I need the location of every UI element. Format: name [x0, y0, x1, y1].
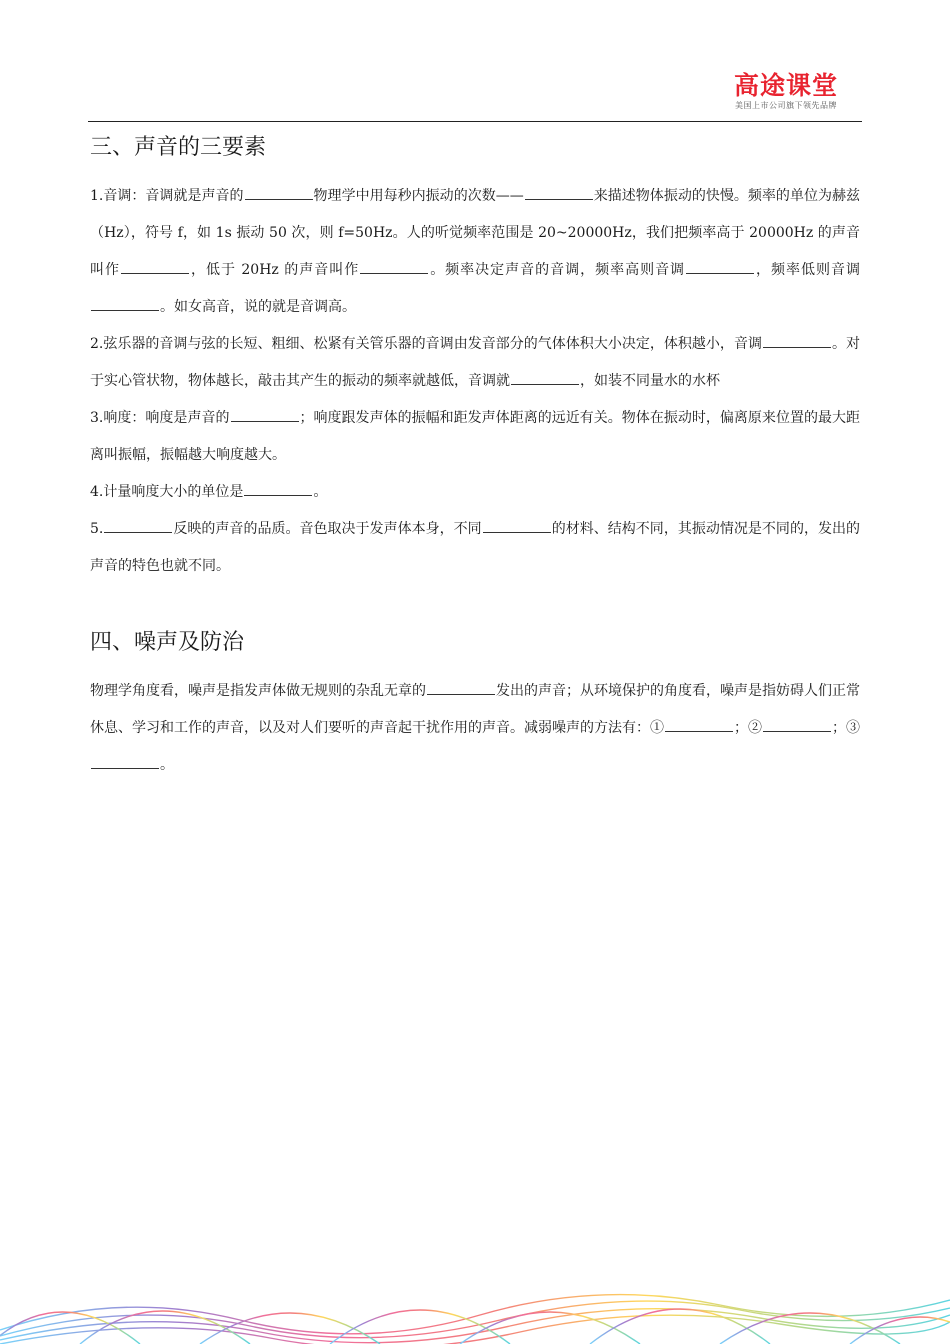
fill-blank[interactable]	[686, 259, 754, 274]
paragraph-pitch: 1.音调：音调就是声音的 物理学中用每秒内振动的次数—— 来描述物体振动的快慢。频率的单位为赫兹（Hz），符号 f，如 1s 振动 50 次，则 f=50Hz。人的听觉频率范围是 20~20000Hz，我们把频率高于 20000Hz 的声音叫作 ，低于 20Hz 的声音叫作 。频率决定声音的音调，频率高则音调 ，频率低则音调。如女高音，说的就是音调高。	[90, 178, 860, 326]
logo-subtitle: 美国上市公司旗下领先品牌	[735, 101, 837, 110]
paragraph-instruments: 2.弦乐器的音调与弦的长短、粗细、松紧有关管乐器的音调由发音部分的气体体积大小决定，体积越小，音调 。对于实心管状物，物体越长，敲击其产生的振动的频率就越低，音调就 ，如装不同量水的水杯	[90, 326, 860, 400]
brand-logo	[730, 72, 842, 112]
fill-blank[interactable]	[245, 185, 313, 200]
fill-blank[interactable]	[121, 259, 189, 274]
fill-blank[interactable]	[91, 754, 159, 769]
fill-blank[interactable]	[244, 481, 312, 496]
logo-title: 高途课堂	[733, 71, 838, 100]
fill-blank[interactable]	[231, 407, 299, 422]
document-body	[90, 130, 860, 784]
paragraph-loudness-unit: 4.计量响度大小的单位是 。	[90, 474, 860, 511]
fill-blank[interactable]	[665, 717, 733, 732]
section-3-title: 三、声音的三要素	[90, 135, 267, 160]
fill-blank[interactable]	[104, 518, 172, 533]
fill-blank[interactable]	[483, 518, 551, 533]
fill-blank[interactable]	[763, 333, 831, 348]
paragraph-loudness: 3.响度：响度是声音的 ；响度跟发声体的振幅和距发声体距离的远近有关。物体在振动时，偏离原来位置的最大距离叫振幅，振幅越大响度越大。	[90, 400, 860, 474]
section-4-title: 四、噪声及防治	[90, 630, 245, 655]
paragraph-noise: 物理学角度看，噪声是指发声体做无规则的杂乱无章的 发出的声音；从环境保护的角度看，噪声是指妨碍人们正常休息、学习和工作的声音，以及对人们要听的声音起干扰作用的声音。减弱噪声的方法有：① ；② ；③。	[90, 673, 860, 784]
section-3-body	[90, 178, 860, 585]
fill-blank[interactable]	[511, 370, 579, 385]
header-divider	[88, 121, 862, 122]
paragraph-timbre: 5. 反映的声音的品质。音色取决于发声体本身，不同 的材料、结构不同，其振动情况是不同的，发出的声音的特色也就不同。	[90, 511, 860, 585]
section-4-body	[90, 673, 860, 784]
fill-blank[interactable]	[525, 185, 593, 200]
fill-blank[interactable]	[763, 717, 831, 732]
fill-blank[interactable]	[427, 680, 495, 695]
fill-blank[interactable]	[91, 296, 159, 311]
fill-blank[interactable]	[360, 259, 428, 274]
decorative-footer-scribble	[0, 1260, 950, 1344]
